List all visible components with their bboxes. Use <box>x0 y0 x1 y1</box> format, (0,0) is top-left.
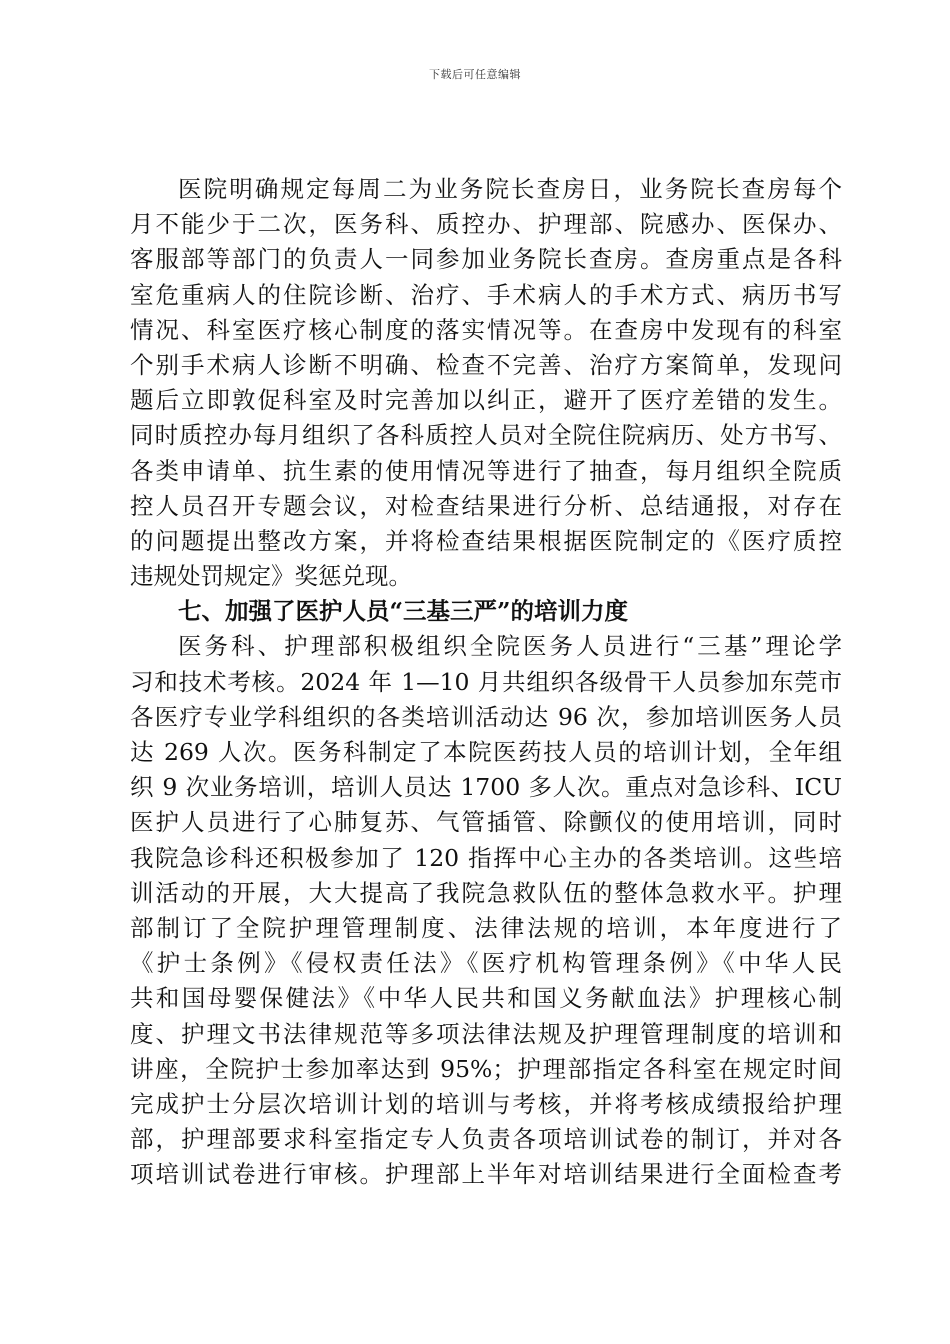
paragraph-training <box>130 629 842 1192</box>
paragraph-line: 织 9 次业务培训，培训人员达 1700 多人次。重点对急诊科、ICU <box>130 773 842 802</box>
paragraph-line: 题后立即敦促科室及时完善加以纠正，避开了医疗差错的发生。 <box>130 386 842 415</box>
paragraph-line: 习和技术考核。2024 年 1—10 月共组织各级骨干人员参加东莞市 <box>130 667 842 696</box>
paragraph-line: 医院明确规定每周二为业务院长查房日，业务院长查房每个 <box>178 175 842 203</box>
paragraph-line: 控人员召开专题会议，对检查结果进行分析、总结通报，对存在 <box>130 491 842 520</box>
paragraph-line: 个别手术病人诊断不明确、检查不完善、治疗方案简单，发现问 <box>130 350 842 379</box>
paragraph-line: 情况、科室医疗核心制度的落实情况等。在查房中发现有的科室 <box>130 315 842 344</box>
paragraph-line: 的问题提出整改方案，并将检查结果根据医院制定的《医疗质控 <box>130 526 842 555</box>
paragraph-line: 客服部等部门的负责人一同参加业务院长查房。查房重点是各科 <box>130 245 842 274</box>
paragraph-line: 月不能少于二次，医务科、质控办、护理部、院感办、医保办、 <box>130 210 842 239</box>
paragraph-line: 部制订了全院护理管理制度、法律法规的培训，本年度进行了 <box>130 913 842 942</box>
paragraph-line: 度、护理文书法律规范等多项法律法规及护理管理制度的培训和 <box>130 1019 842 1048</box>
paragraph-line: 我院急诊科还积极参加了 120 指挥中心主办的各类培训。这些培 <box>130 843 842 872</box>
paragraph-quality-rounds <box>130 172 842 594</box>
document-body <box>130 172 842 1192</box>
paragraph-line: 室危重病人的住院诊断、治疗、手术病人的手术方式、病历书写 <box>130 280 842 309</box>
paragraph-line: 违规处罚规定》奖惩兑现。 <box>130 562 412 591</box>
paragraph-line: 项培训试卷进行审核。护理部上半年对培训结果进行全面检查考 <box>130 1160 842 1189</box>
paragraph-line: 医护人员进行了心肺复苏、气管插管、除颤仪的使用培训，同时 <box>130 808 842 837</box>
paragraph-line: 医务科、护理部积极组织全院医务人员进行“三基”理论学 <box>178 632 842 661</box>
paragraph-line: 讲座，全院护士参加率达到 95%；护理部指定各科室在规定时间 <box>130 1054 842 1083</box>
paragraph-line: 同时质控办每月组织了各科质控人员对全院住院病历、处方书写、 <box>130 421 842 450</box>
paragraph-line: 达 269 人次。医务科制定了本院医药技人员的培训计划，全年组 <box>130 738 842 766</box>
paragraph-line: 训活动的开展，大大提高了我院急救队伍的整体急救水平。护理 <box>130 878 842 907</box>
paragraph-line: 部，护理部要求科室指定专人负责各项培训试卷的制订，并对各 <box>130 1125 842 1154</box>
section-heading: 七、加强了医护人员“三基三严”的培训力度 <box>178 597 629 626</box>
paragraph-line: 共和国母婴保健法》《中华人民共和国义务献血法》护理核心制 <box>130 984 842 1013</box>
paragraph-line: 各医疗专业学科组织的各类培训活动达 96 次，参加培训医务人员 <box>130 702 842 731</box>
paragraph-line: 完成护士分层次培训计划的培训与考核，并将考核成绩报给护理 <box>130 1089 842 1118</box>
paragraph-line: 《护士条例》《侵权责任法》《医疗机构管理条例》《中华人民 <box>130 949 842 978</box>
paragraph-line: 各类申请单、抗生素的使用情况等进行了抽查，每月组织全院质 <box>130 456 842 485</box>
page-header: 下载后可任意编辑 <box>429 68 521 81</box>
